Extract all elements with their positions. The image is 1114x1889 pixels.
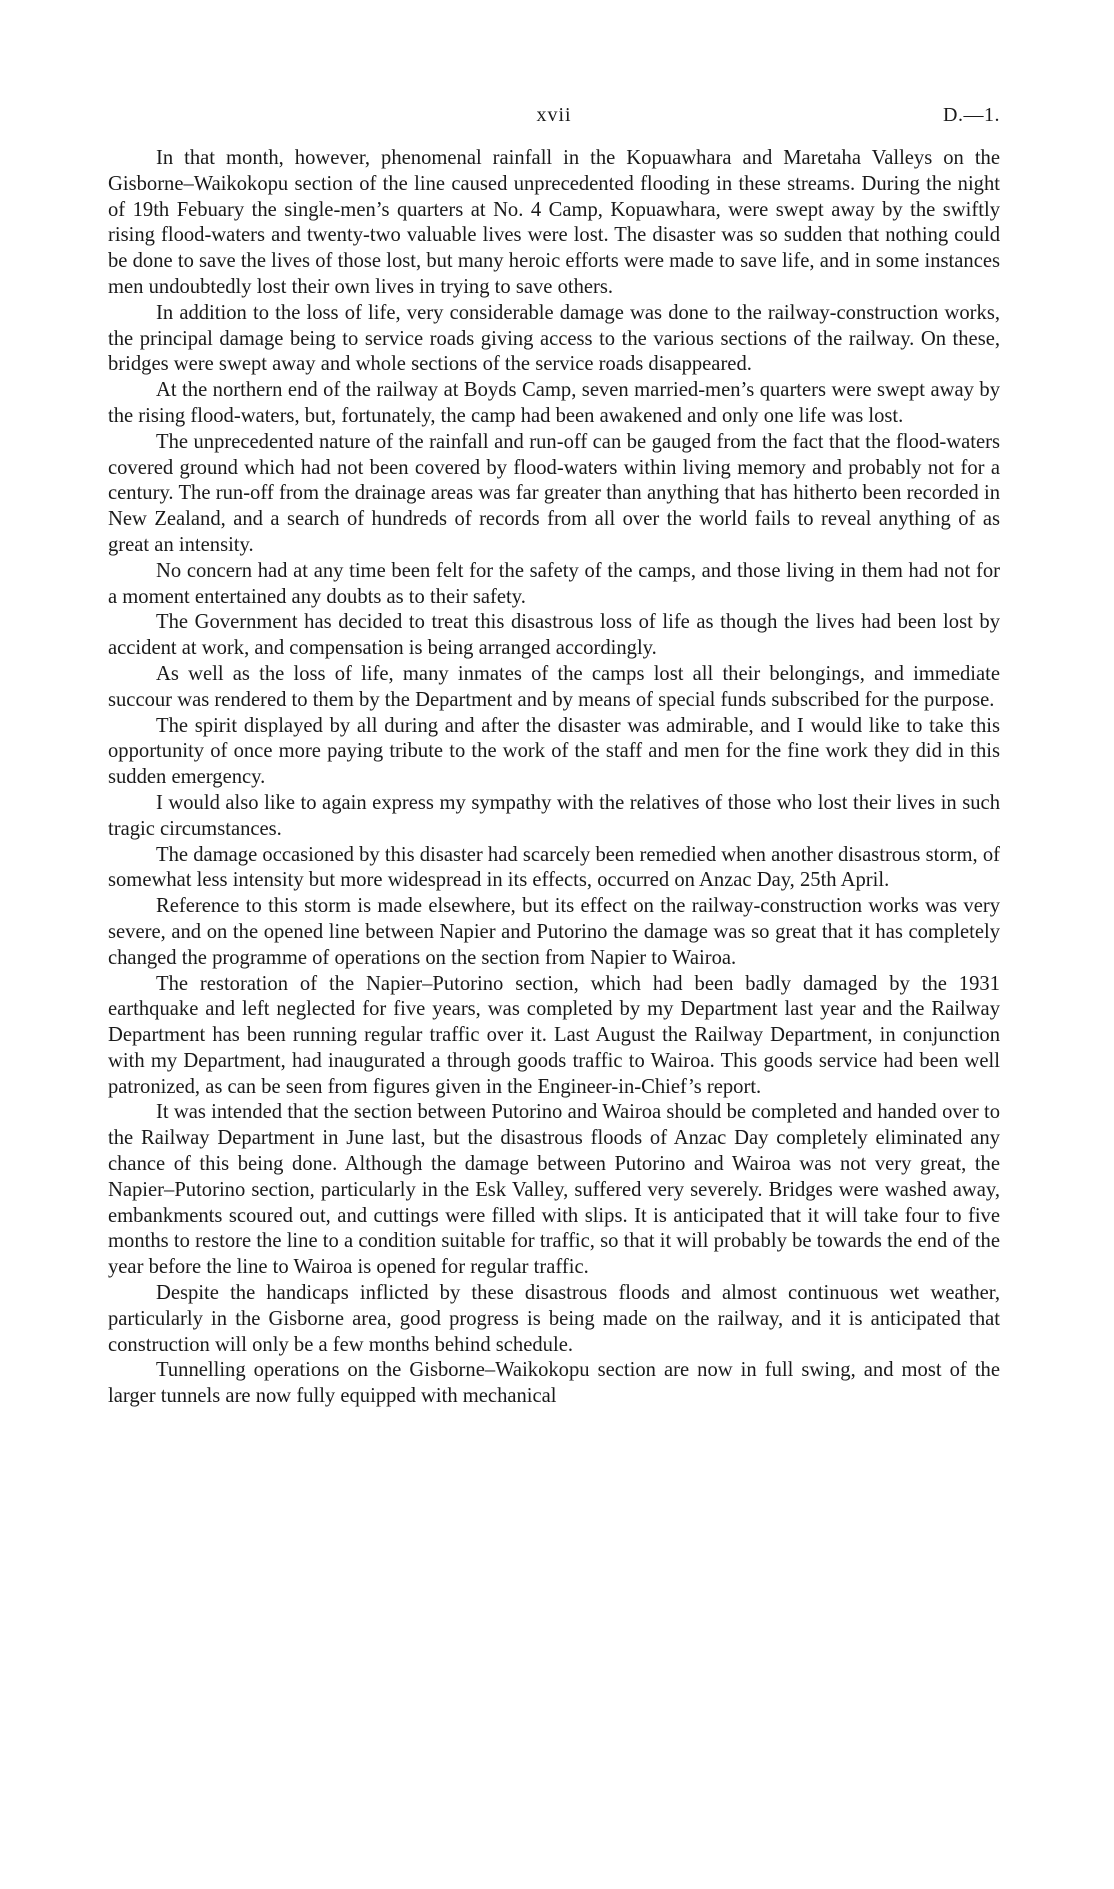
page-number: xvii (536, 104, 572, 126)
paragraph-storm-effect: Reference to this storm is made elsewhere, but its effect on the railway-construction works was very severe, and on the opened line between Napier and Putorino the damage was so great that it has completely changed the programme of operations on the section from Napier to Wairoa. (108, 895, 1000, 969)
paragraph-tribute: The spirit displayed by all during and after the disaster was admirable, and I would like to take this opportunity of once more paying tribute to the work of the staff and men for the fine work they did in this sudden emergency. (108, 714, 1000, 789)
body-text (108, 146, 1000, 1410)
paragraph-boyds-camp: At the northern end of the railway at Boyds Camp, seven married-men’s quarters were swept away by the rising flood-waters, but, fortunately, the camp had been awakened and only one life was lost. (108, 379, 1000, 427)
paragraph-rainfall-intensity: The unprecedented nature of the rainfall and run-off can be gauged from the fact that the flood-waters covered ground which had not been covered by flood-waters within living memory and probably not for a century. The run-off from the drainage areas was far greater than anything that has hitherto been recorded in New Zealand, and a search of hundreds of records from all over the world fails to reveal anything of as great an intensity. (108, 430, 1000, 556)
paragraph-flooding: In that month, however, phenomenal rainfall in the Kopuawhara and Maretaha Valleys on the Gisborne–Waikokopu section of the line caused unprecedented flooding in these streams. During the night of 19th Febuary the single-men’s quarters at No. 4 Camp, Kopuawhara, were swept away by the swiftly rising flood-waters and twenty-two valuable lives were lost. The disaster was so sudden that nothing could be done to save the lives of those lost, but many heroic efforts were made to save life, and in some instances men undoubtedly lost their own lives in trying to save others. (108, 147, 1000, 298)
paragraph-camp-safety: No concern had at any time been felt for the safety of the camps, and those living in them had not for a moment entertained any doubts as to their safety. (108, 559, 1000, 608)
paragraph-compensation: The Government has decided to treat this disastrous loss of life as though the lives had been lost by accident at work, and compensation is being arranged accordingly. (108, 611, 1000, 660)
document-code: D.—1. (943, 104, 1000, 126)
paragraph-construction-damage: In addition to the loss of life, very considerable damage was done to the railway-construction works, the principal damage being to service roads giving access to the various sections of the railway. On these, bridges were swept away and whole sections of the service roads disappeared. (108, 301, 1000, 376)
paragraph-tunnelling: Tunnelling operations on the Gisborne–Waikokopu section are now in full swing, and most of the larger tunnels are now fully equipped with mechanical (108, 1359, 1000, 1408)
paragraph-restoration: The restoration of the Napier–Putorino section, which had been badly damaged by the 1931 earthquake and left neglected for five years, was completed by my Department last year and the Railway Department has been running regular traffic over it. Last August the Railway Department, in conjunction with my Department, had inaugurated a through goods traffic to Wairoa. This goods service had been well patronized, as can be seen from figures given in the Engineer-in-Chief’s report. (108, 972, 1000, 1098)
paragraph-belongings: As well as the loss of life, many inmates of the camps lost all their belongings, and immediate succour was rendered to them by the Department and by means of special funds subscribed for the purpose. (108, 662, 1000, 711)
paragraph-putorino-wairoa: It was intended that the section between Putorino and Wairoa should be completed and handed over to the Railway Department in June last, but the disastrous floods of Anzac Day completely eliminated any chance of this being done. Although the damage between Putorino and Wairoa was not very great, the Napier–Putorino section, particularly in the Esk Valley, suffered very severely. Bridges were washed away, embankments scoured out, and cuttings were filled with slips. It is anticipated that it will take four to five months to restore the line to a condition suitable for traffic, so that it will probably be towards the end of the year before the line to Wairoa is opened for regular traffic. (108, 1101, 1000, 1279)
page-header (108, 104, 1000, 134)
paragraph-anzac-storm: The damage occasioned by this disaster had scarcely been remedied when another disastrous storm, of somewhat less intensity but more widespread in its effects, occurred on Anzac Day, 25th April. (108, 843, 1000, 892)
paragraph-progress: Despite the handicaps inflicted by these disastrous floods and almost continuous wet weather, particularly in the Gisborne area, good progress is being made on the railway, and it is anticipated that construction will only be a few months behind schedule. (108, 1282, 1000, 1356)
paragraph-sympathy: I would also like to again express my sympathy with the relatives of those who lost their lives in such tragic circumstances. (108, 791, 1000, 840)
